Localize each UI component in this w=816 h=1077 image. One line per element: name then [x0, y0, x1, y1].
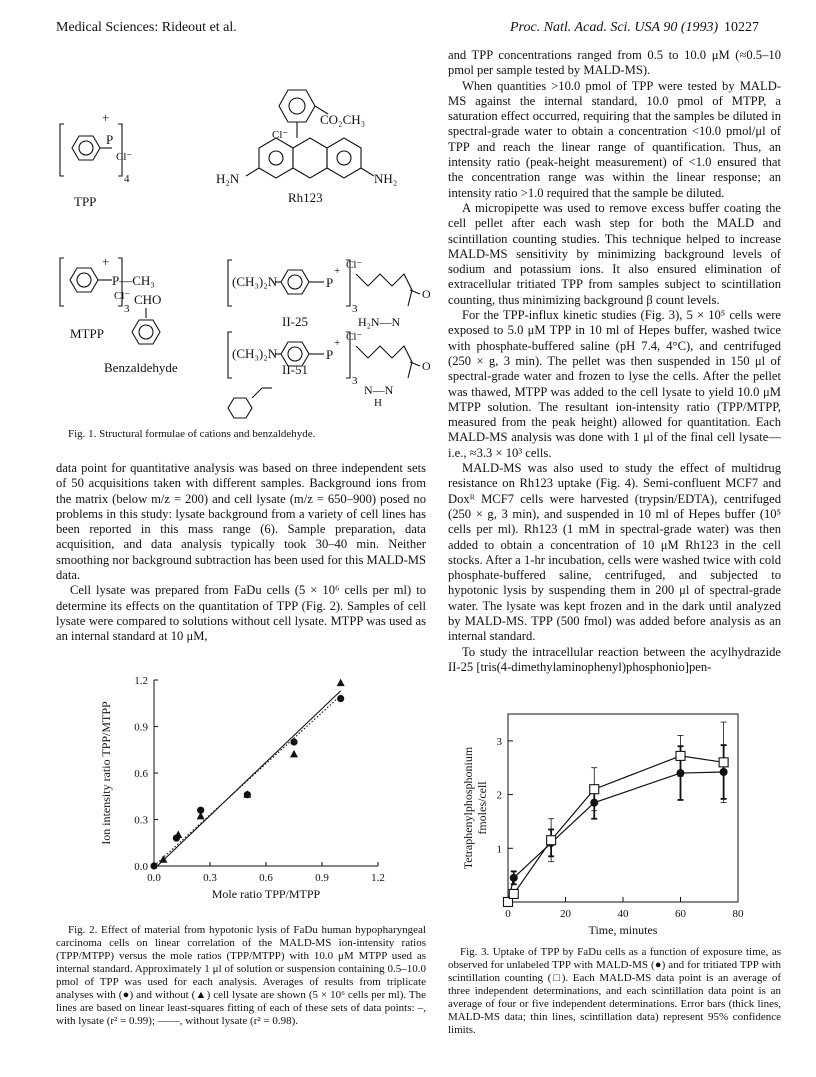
- rh123-co2ch3: CO₂CH₃: [320, 112, 366, 127]
- ii51-sub3: 3: [352, 375, 358, 387]
- fig2-point-with-lysate: [290, 738, 297, 745]
- fig3-x-tick-label: 0: [505, 908, 511, 920]
- fig3-xlabel: Time, minutes: [588, 923, 658, 937]
- ii51-label: II-51: [282, 362, 308, 377]
- benzaldehyde-label: Benzaldehyde: [104, 360, 178, 375]
- fig2-x-tick-label: 1.2: [371, 872, 385, 884]
- running-header-left: Medical Sciences: Rideout et al.: [56, 20, 237, 35]
- running-header-journal: Proc. Natl. Acad. Sci. USA 90 (1993): [510, 20, 719, 35]
- fig3-plot-frame: [508, 714, 738, 902]
- ii51-nme2: (CH₃)₂N: [232, 346, 278, 361]
- ii25-cl: Cl⁻: [346, 259, 363, 271]
- fig3-point-maldms: [677, 769, 685, 777]
- tpp-label: TPP: [74, 194, 97, 209]
- paragraph: MALD-MS was also used to study the effect of multidrug resistance on Rh123 uptake (Fig. 4). Semi-confluent MCF7 and Doxᴿ MCF7 cells were harvested (trypsin/EDTA), centrifuged (250 × g, 3 min), and suspended in 10 ml of Hepes buffer (10⁵ cells per ml). Rh123 (1 mM in spectral-grade water) was then added to obtain a concentration of 10 μM Rh123 in the cell stocks. After a 1-hr incubation, cells were washed twice with cold phosphate-buffered saline, centrifuged, and subjected to hypotonic lysis by suspending them in 200 μl of spectral-grade water. The lysate was kept frozen and in the dark until analyzed by MALD-MS. TPP (500 fmol) was added before analysis as an internal standard.: [448, 461, 781, 644]
- mtpp-sub3: 3: [124, 303, 130, 315]
- ii25-h2n-n: H₂N—N: [358, 315, 401, 329]
- fig3-x-tick-label: 20: [560, 908, 571, 920]
- fig2-fit-line: [154, 696, 341, 867]
- fig2-point-with-lysate: [150, 862, 157, 869]
- fig3-point-scintillation: [590, 785, 599, 794]
- fig2-caption: Fig. 2. Effect of material from hypotonic lysis of FaDu human hypopharyngeal carcinoma cells on linear correlation of the MALD-MS ion-intensity ratios (TPP/MTPP) versus the mole ratios (TPP/MTPP) with 10.0 μM MTPP used as internal standard. Approximately 1 μl of solution or suspension containing 0.5–10.0 pmol of TPP was used for each analysis. Averages of results from triplicate analyses with (●) and without (▲) cell lysate are shown (5 × 10⁶ cells per ml). The lines are based on linear least-squares fitting of each of these sets of data points: –, with lysate (r² = 0.99); ——, without lysate (r² = 0.98).: [56, 924, 426, 1027]
- paragraph: data point for quantitative analysis was based on three independent sets of 50 acquisitions taken with different samples. Background ions from the matrix (below m/z = 200) and cell lysate (m/z = 650–900) posed no problems in this study: lysate background from a variety of cell lines has been reported in this mass range (6). Sample preparation, data acquisition, and data analysis typically took 30–40 min. Neither smoothing nor background subtraction has been used for this MALD-MS data.: [56, 461, 426, 583]
- fig3-y-tick-label: 2: [496, 789, 502, 802]
- ii25-label: II-25: [282, 314, 308, 329]
- fig3-point-scintillation: [547, 836, 556, 845]
- fig3-x-tick-label: 60: [675, 908, 686, 920]
- rh123-h2n: H₂N: [216, 171, 240, 186]
- rh123-label: Rh123: [288, 190, 323, 205]
- fig2-x-tick-label: 0.0: [147, 872, 161, 884]
- rh123-cl: Cl⁻: [272, 129, 289, 141]
- ii51-o: O: [422, 359, 431, 373]
- fig2-fit-line: [154, 691, 341, 869]
- fig3-point-maldms: [510, 874, 518, 882]
- mtpp-label: MTPP: [70, 326, 104, 341]
- tpp-plus: +: [102, 110, 110, 125]
- fig3-chart: [461, 704, 776, 944]
- fig2-chart: [96, 676, 426, 916]
- paragraph: To study the intracellular reaction between the acylhydrazide II-25 [tris(4-dimethylaminophenyl)phosphonio]pen-: [448, 644, 781, 674]
- paragraph: and TPP concentrations ranged from 0.5 to 10.0 μM (≈0.5–10 pmol per sample tested by MALD-MS).: [448, 48, 781, 78]
- fig2-x-tick-label: 0.3: [203, 872, 217, 884]
- fig2-xlabel: Mole ratio TPP/MTPP: [211, 887, 321, 901]
- fig2-y-tick-label: 0.0: [134, 861, 148, 873]
- paragraph: A micropipette was used to remove excess buffer coating the cell pellet after each wash step for both the MALD and scintillation counting studies. This technique helped to increase MALD-MS sensitivity by minimizing background levels of sodium and potassium ions. It also ensured elimination of extracellular tritiated TPP from samples subject to scintillation counting, thus minimizing background β count levels.: [448, 200, 781, 307]
- fig2-point-with-lysate: [337, 695, 344, 702]
- ii51-cl: Cl⁻: [346, 331, 363, 343]
- fig3-point-maldms: [720, 768, 728, 776]
- tpp-cl: Cl⁻: [116, 151, 133, 163]
- fig3-line-scintillation: [508, 756, 724, 902]
- ii25-p: P: [326, 275, 334, 290]
- fig2-ylabel: Ion intensity ratio TPP/MTPP: [99, 701, 113, 845]
- rh123-nh2: NH₂: [374, 171, 398, 186]
- fig2-point-without-lysate: [337, 679, 345, 687]
- mtpp-cl: Cl⁻: [114, 290, 131, 302]
- tpp-sub4: 4: [124, 173, 130, 185]
- ii25-o: O: [422, 287, 431, 301]
- fig3-ylabel: [461, 746, 489, 869]
- tpp-p: P: [106, 132, 114, 147]
- right-column-text: [448, 48, 781, 675]
- ii51-h: H: [374, 397, 382, 409]
- ii51-plus: +: [334, 337, 341, 349]
- mtpp-plus: +: [102, 254, 110, 269]
- fig1-caption: Fig. 1. Structural formulae of cations and benzaldehyde.: [68, 428, 316, 440]
- fig2-point-without-lysate: [174, 831, 182, 839]
- ii51-n-n: N—N: [364, 383, 394, 397]
- fig3-point-scintillation: [719, 758, 728, 767]
- paragraph: For the TPP-influx kinetic studies (Fig. 3), 5 × 10⁵ cells were exposed to 5.0 μM TPP in 10 ml of Hepes buffer, washed twice with phosphate-buffered saline (pH 7.4, 4°C), and centrifuged (250 × g, 3 min). The pellet was then suspended in 150 μl of spectral-grade water and frozen to lyse the cells. After the pellet was thawed, MTPP was added to the cell lysate to yield 10.0 μM MTPP solution. The resultant ion-intensity ratio (TPP/MTPP, measured from the peak height) allowed for quantitation. Each MALD-MS analysis was done with 1 μl of the final cell lysate—i.e., ≈3.3 × 10³ cells.: [448, 308, 781, 460]
- fig3-ylabel-line2: fmoles/cell: [475, 781, 489, 835]
- fig2-y-tick-label: 0.6: [134, 768, 148, 780]
- ii51-p: P: [326, 347, 334, 362]
- fig2-point-without-lysate: [159, 855, 167, 863]
- benzaldehyde-cho: CHO: [134, 292, 162, 307]
- fig3-line-maldms: [508, 772, 724, 902]
- fig2-point-without-lysate: [290, 750, 298, 758]
- page-number: 10227: [724, 20, 759, 35]
- ii25-sub3: 3: [352, 303, 358, 315]
- left-column-text: [56, 461, 426, 645]
- fig2-y-tick-label: 0.9: [134, 721, 148, 734]
- fig1-structures: [56, 80, 436, 412]
- paragraph: When quantities >10.0 pmol of TPP were tested by MALD-MS against the internal standard, 10.0 pmol of MTPP, a saturation effect occurred, requiring that the samples be diluted in spectral-grade water to obtain a concentration <10.0 pmol/μl of TPP and reach the linear range of quantification. Thus, an intensity ratio (peak-height measurement) of <1.0 ensured that the concentration range was within the linear response; an intensity ratio >1.0 required that the sample be diluted.: [448, 78, 781, 200]
- fig3-ylabel-line1: Tetraphenylphosphonium: [461, 746, 475, 870]
- fig3-y-tick-label: 3: [496, 735, 502, 748]
- paragraph: Cell lysate was prepared from FaDu cells (5 × 10⁶ cells per ml) to determine its effects on the quantitation of TPP (Fig. 2). Samples of cell lysate were compared to solutions without cell lysate. MTPP was used as an internal standard at 10 μM,: [56, 583, 426, 644]
- fig3-x-tick-label: 80: [732, 908, 744, 920]
- fig3-point-maldms: [590, 799, 598, 807]
- fig3-point-scintillation: [509, 889, 518, 898]
- fig2-y-tick-label: 1.2: [134, 675, 148, 687]
- mtpp-p-ch3: P—CH₃: [112, 273, 155, 288]
- fig3-point-scintillation: [676, 751, 685, 760]
- fig2-x-tick-label: 0.6: [259, 872, 273, 884]
- fig2-y-tick-label: 0.3: [134, 814, 148, 827]
- fig3-y-tick-label: 1: [496, 843, 502, 856]
- fig2-x-tick-label: 0.9: [315, 872, 329, 884]
- fig3-caption: Fig. 3. Uptake of TPP by FaDu cells as a function of exposure time, as observed for unlabeled TPP with MALD-MS (●) and for tritiated TPP with scintillation counting (□). Each MALD-MS data point is an average of three independent determinations, and each scintillation data point is an average of four or five independent determinations. Error bars (thick lines, MALD-MS data; thin lines, scintillation data) represent 95% confidence limits.: [448, 946, 781, 1036]
- fig2-point-without-lysate: [197, 812, 205, 820]
- fig3-x-tick-label: 40: [617, 908, 629, 920]
- ii25-nme2: (CH₃)₂N: [232, 274, 278, 289]
- ii25-plus: +: [334, 265, 341, 277]
